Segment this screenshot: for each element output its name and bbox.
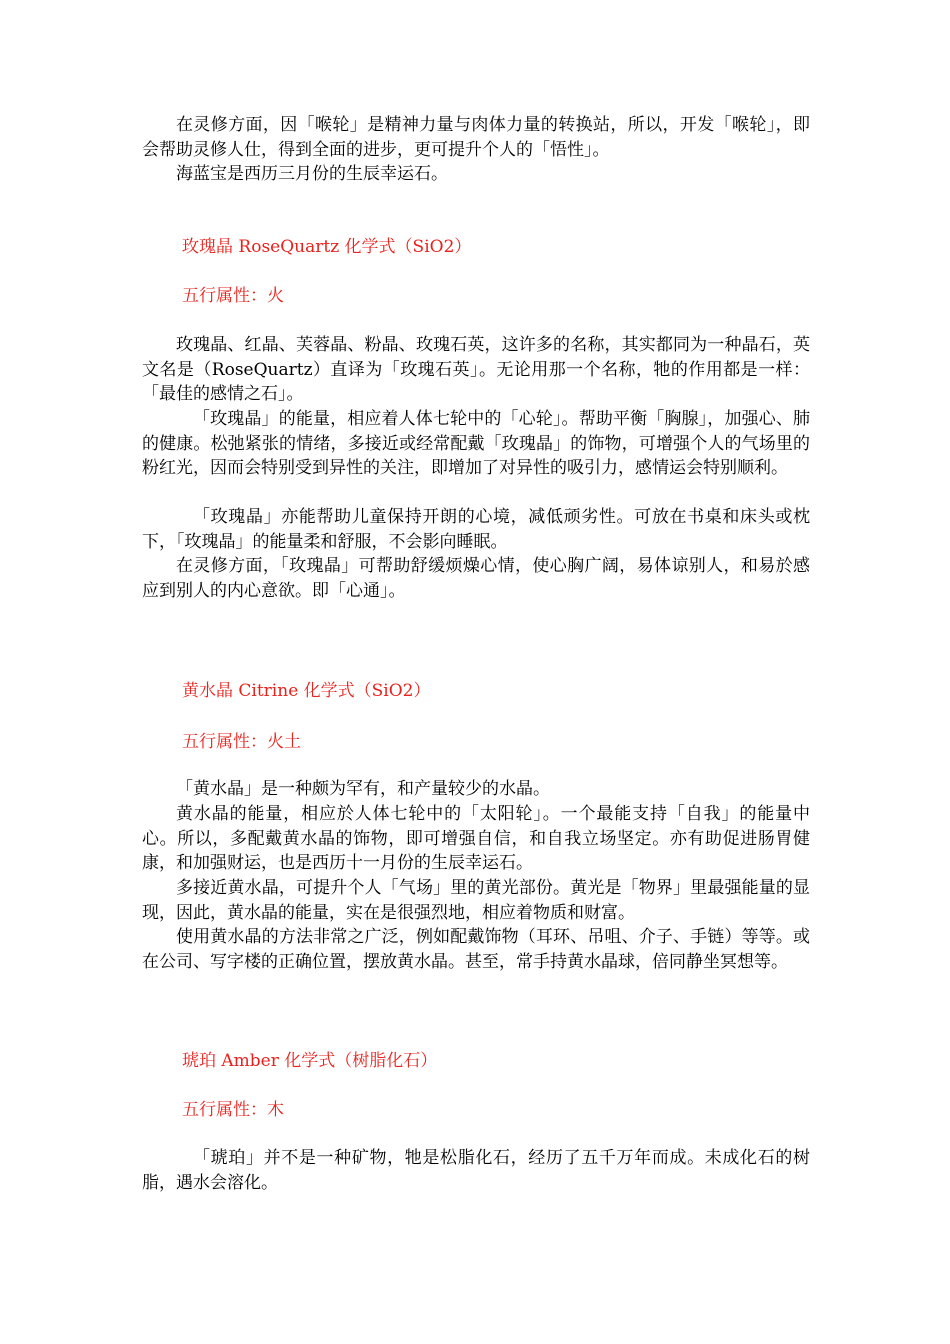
rose-quartz-paragraph-3: 「玫瑰晶」亦能帮助儿童保持开朗的心境，减低顽劣性。可放在书桌和床头或枕下，「玫瑰晶」的能量柔和舒服，不会影向睡眠。 — [142, 507, 810, 552]
rose-quartz-paragraph-1: 玫瑰晶、红晶、芙蓉晶、粉晶、玫瑰石英，这许多的名称，其实都同为一种晶石，英文名是（RoseQuartz）直译为「玫瑰石英」。无论用那一个名称，牠的作用都是一样：「最佳的感情之石」。 — [142, 335, 810, 404]
citrine-paragraph-2: 黄水晶的能量，相应於人体七轮中的「太阳轮」。一个最能支持「自我」的能量中心。所以，多配戴黄水晶的饰物，即可增强自信，和自我立场坚定。亦有助促进肠胃健康，和加强财运，也是西历十一月份的生辰幸运石。 — [142, 804, 810, 873]
amber-element: 五行属性：木 — [182, 1100, 284, 1120]
rose-quartz-paragraph-2: 「玫瑰晶」的能量，相应着人体七轮中的「心轮」。帮助平衡「胸腺」，加强心、肺的健康。松弛紧张的情绪，多接近或经常配戴「玫瑰晶」的饰物，可增强个人的气场里的粉红光，因而会特别受到异性的关注，即增加了对异性的吸引力，感情运会特别顺利。 — [142, 409, 810, 478]
amber-heading: 琥珀 Amber 化学式（树脂化石） — [182, 1051, 438, 1071]
citrine-heading: 黄水晶 Citrine 化学式（SiO2） — [182, 681, 431, 701]
amber-paragraph-1: 「琥珀」并不是一种矿物，牠是松脂化石，经历了五千万年而成。未成化石的树脂，遇水会溶化。 — [142, 1148, 810, 1193]
rose-quartz-heading: 玫瑰晶 RoseQuartz 化学式（SiO2） — [182, 237, 472, 257]
citrine-paragraph-3: 多接近黄水晶，可提升个人「气场」里的黄光部份。黄光是「物界」里最强能量的显现，因此，黄水晶的能量，实在是很强烈地，相应着物质和财富。 — [142, 878, 810, 923]
intro-paragraph-throat-chakra: 在灵修方面，因「喉轮」是精神力量与肉体力量的转换站，所以，开发「喉轮」，即会帮助灵修人仕，得到全面的进步，更可提升个人的「悟性」。 — [142, 115, 810, 160]
citrine-paragraph-4: 使用黄水晶的方法非常之广泛，例如配戴饰物（耳环、吊咀、介子、手链）等等。或在公司、写字楼的正确位置，摆放黄水晶。甚至，常手持黄水晶球，倍同静坐冥想等。 — [142, 927, 810, 972]
citrine-paragraph-1: 「黄水晶」是一种颇为罕有，和产量较少的水晶。 — [176, 779, 550, 799]
rose-quartz-element: 五行属性：火 — [182, 286, 284, 306]
rose-quartz-paragraph-4: 在灵修方面，「玫瑰晶」可帮助舒缓烦燥心情，使心胸广阔，易体谅别人，和易於感应到别人的内心意欲。即「心通」。 — [142, 556, 810, 601]
intro-paragraph-birthstone: 海蓝宝是西历三月份的生辰幸运石。 — [176, 164, 448, 184]
citrine-element: 五行属性：火土 — [182, 732, 301, 752]
